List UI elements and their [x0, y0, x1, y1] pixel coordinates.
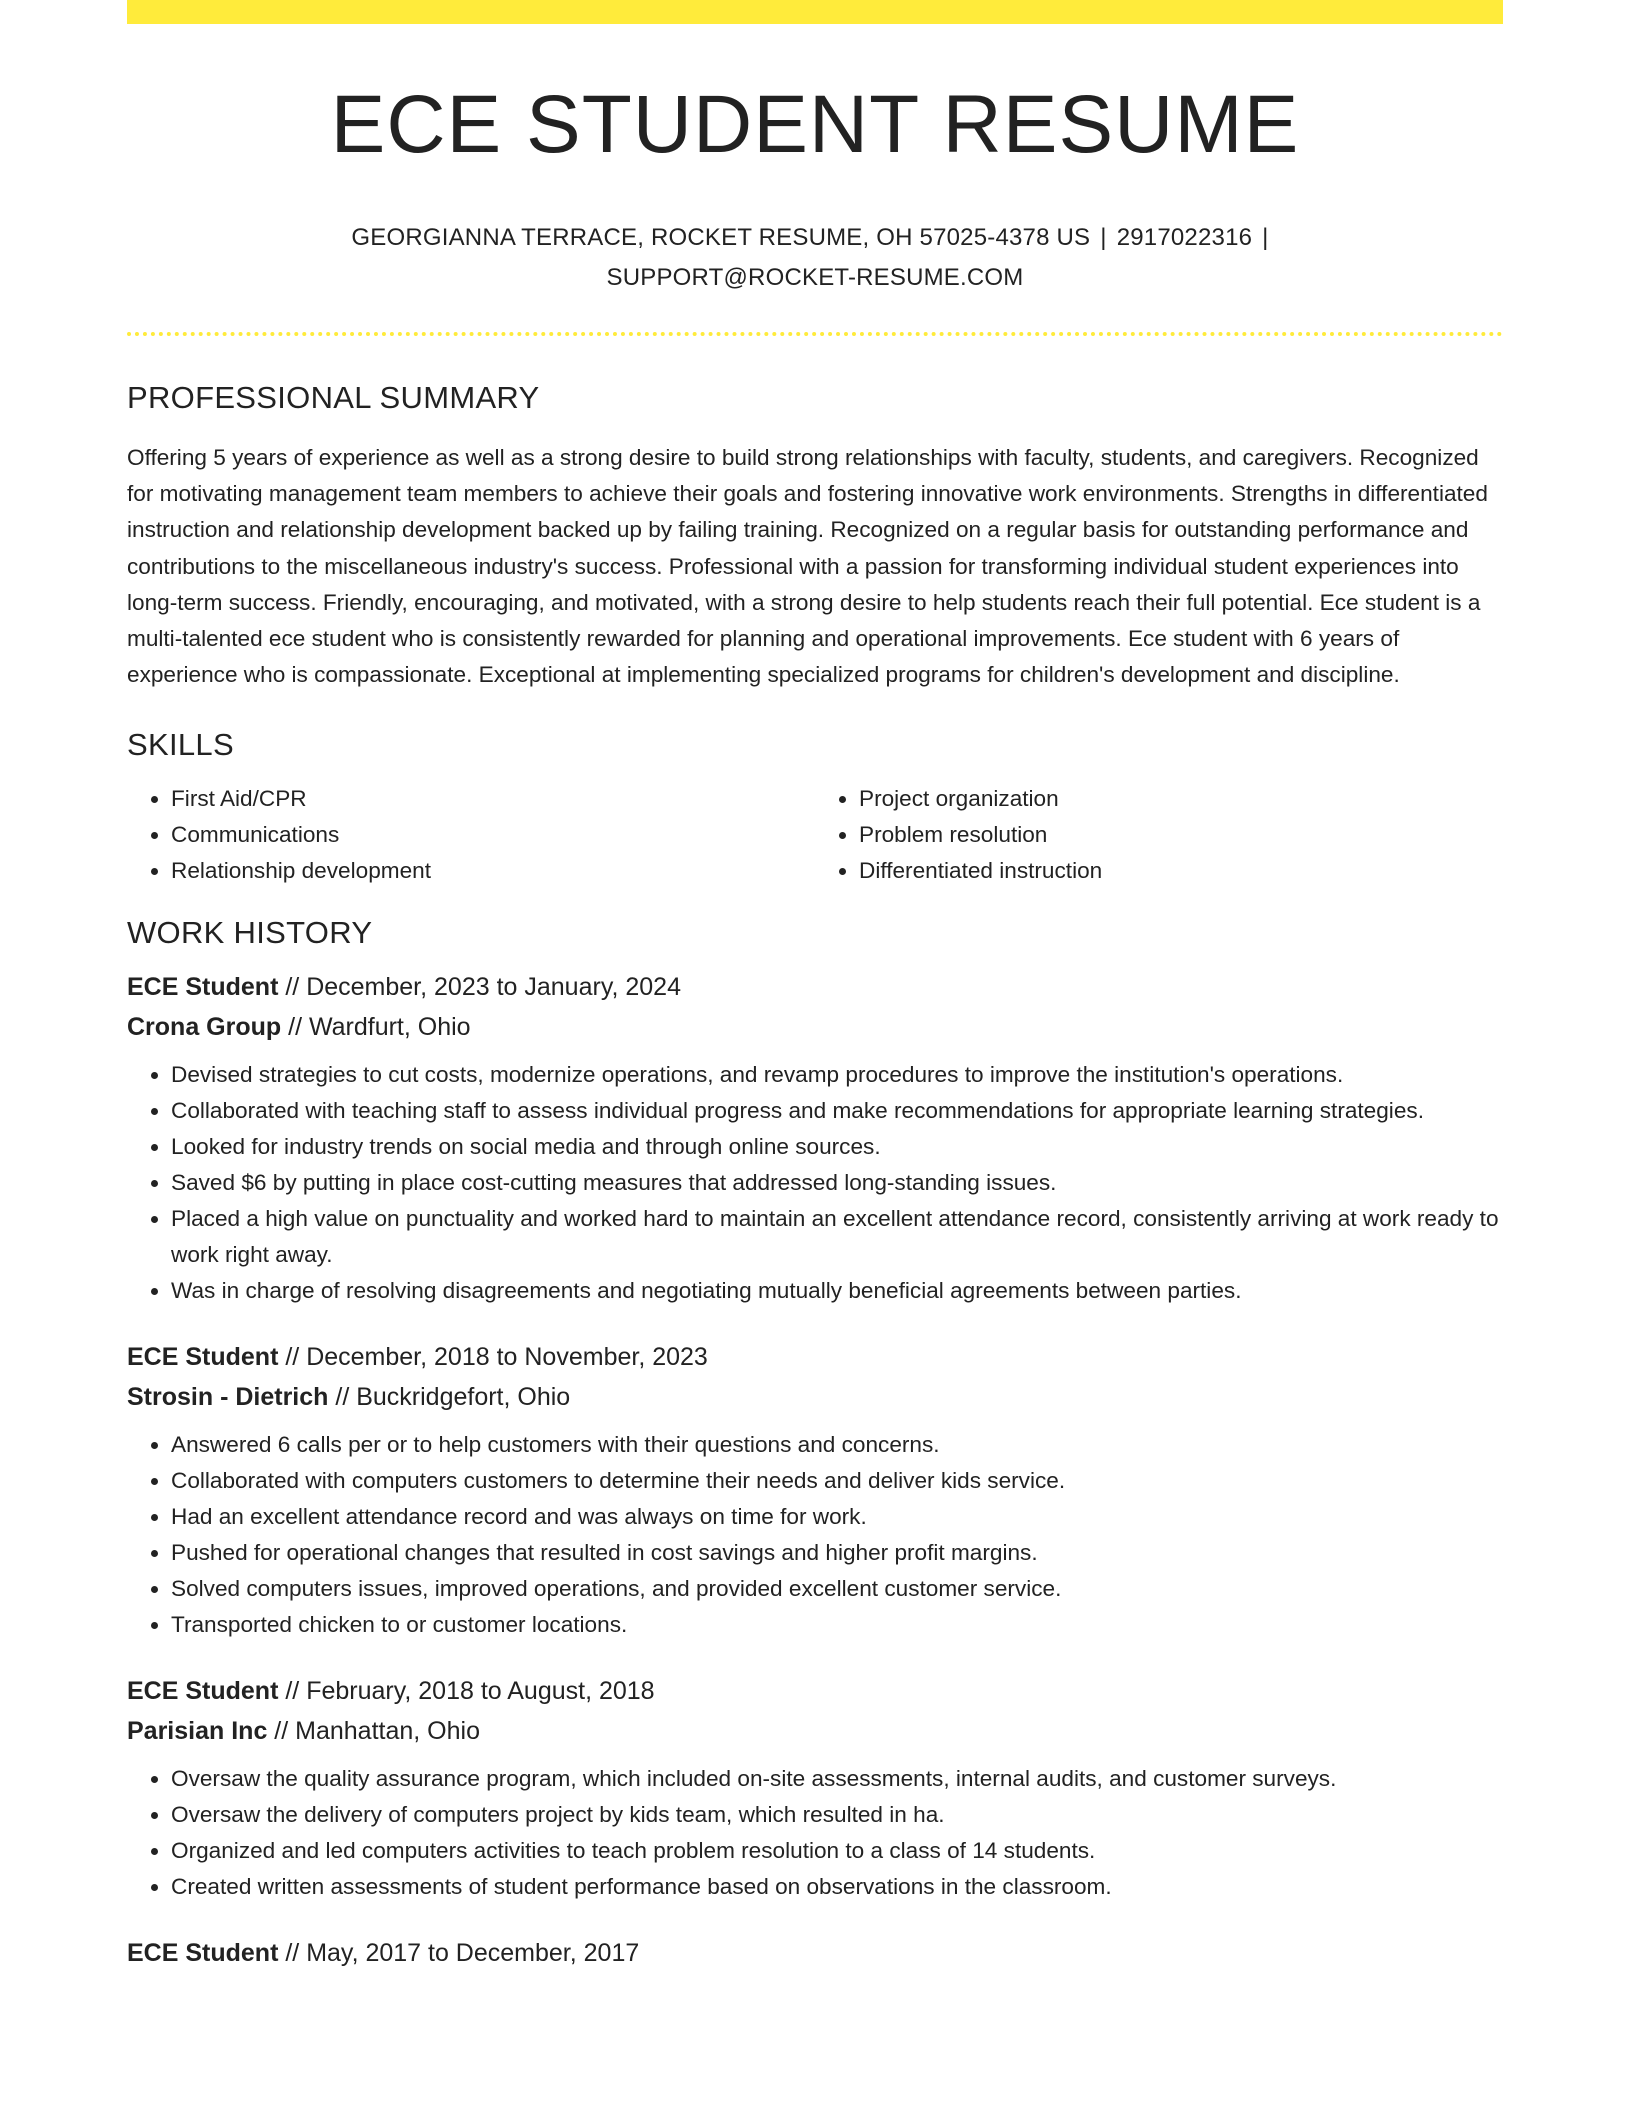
skill-item: • Project organization	[859, 781, 1503, 817]
job-company: Crona Group	[127, 1013, 282, 1042]
job-company-line	[127, 1377, 1503, 1417]
resume-page	[127, 0, 1503, 1973]
resume-title: ECE STUDENT RESUME	[330, 79, 1300, 170]
job-bullet: • Collaborated with teaching staff to assess individual progress and make recommendations for appropriate learning strategies.	[171, 1093, 1503, 1129]
job-bullet: • Oversaw the quality assurance program, which included on-site assessments, internal audits, and customer surveys.	[171, 1761, 1503, 1797]
dotted-divider	[127, 332, 1503, 336]
job-bullets	[127, 1427, 1503, 1643]
skill-item: • Communications	[171, 817, 815, 853]
job-bullet: • Devised strategies to cut costs, modernize operations, and revamp procedures to improve the institution's operations.	[171, 1057, 1503, 1093]
job-bullet: • Pushed for operational changes that resulted in cost savings and higher profit margins.	[171, 1535, 1503, 1571]
job-dates: // December, 2023 to January, 2024	[278, 973, 681, 1002]
job-role-line	[127, 967, 1503, 1007]
skills-column-left	[127, 781, 815, 889]
job-bullet: • Created written assessments of student performance based on observations in the classroom.	[171, 1869, 1503, 1905]
job-bullet: • Oversaw the delivery of computers project by kids team, which resulted in ha.	[171, 1797, 1503, 1833]
contact-separator: |	[1262, 224, 1269, 251]
job-company: Parisian Inc	[127, 1717, 268, 1746]
contact-separator: |	[1100, 224, 1107, 251]
job-role-line	[127, 1671, 1503, 1711]
job-dates: // February, 2018 to August, 2018	[278, 1677, 655, 1706]
summary-text: Offering 5 years of experience as well as a strong desire to build strong relationships with faculty, students, and caregivers. Recognized for motivating management team members to achieve their goals and fostering innovative work environments. Strengths in differentiated instruction and relationship development backed up by failing training. Recognized on a regular basis for outstanding performance and contributions to the miscellaneous industry's success. Professional with a passion for transforming individual student experiences into long-term success. Friendly, encouraging, and motivated, with a strong desire to help students reach their full potential. Ece student is a multi-talented ece student who is consistently rewarded for planning and operational improvements. Ece student with 6 years of experience who is compassionate. Exceptional at implementing specialized programs for children's development and discipline.	[127, 445, 1488, 688]
job-bullet: • Was in charge of resolving disagreements and negotiating mutually beneficial agreements between parties.	[171, 1273, 1503, 1309]
contact-email: SUPPORT@ROCKET-RESUME.COM	[606, 264, 1024, 291]
skill-item: • First Aid/CPR	[171, 781, 815, 817]
job-role: ECE Student	[127, 1343, 279, 1372]
job-entry	[127, 1671, 1503, 1905]
job-bullet: • Transported chicken to or customer locations.	[171, 1607, 1503, 1643]
job-company-line	[127, 1007, 1503, 1047]
job-company-line	[127, 1711, 1503, 1751]
job-role: ECE Student	[127, 1677, 279, 1706]
contact-info	[127, 218, 1503, 298]
skill-item: • Differentiated instruction	[859, 853, 1503, 889]
skills-column-right	[815, 781, 1503, 889]
work-history-heading: WORK HISTORY	[127, 915, 373, 951]
job-location: // Manhattan, Ohio	[267, 1717, 480, 1746]
accent-top-bar	[127, 0, 1503, 24]
job-entry	[127, 1933, 1503, 1973]
job-role: ECE Student	[127, 973, 279, 1002]
job-bullets	[127, 1057, 1503, 1309]
job-bullet: • Looked for industry trends on social media and through online sources.	[171, 1129, 1503, 1165]
skills-list	[127, 781, 1503, 889]
job-role-line	[127, 1933, 1503, 1973]
job-bullet: • Solved computers issues, improved operations, and provided excellent customer service.	[171, 1571, 1503, 1607]
job-dates: // May, 2017 to December, 2017	[278, 1939, 640, 1968]
job-company: Strosin - Dietrich	[127, 1383, 329, 1412]
job-location: // Wardfurt, Ohio	[281, 1013, 471, 1042]
job-bullet: • Collaborated with computers customers to determine their needs and deliver kids service.	[171, 1463, 1503, 1499]
job-bullet: • Saved $6 by putting in place cost-cutting measures that addressed long-standing issues.	[171, 1165, 1503, 1201]
job-entry	[127, 967, 1503, 1309]
summary-heading: PROFESSIONAL SUMMARY	[127, 380, 540, 415]
job-bullet: • Placed a high value on punctuality and worked hard to maintain an excellent attendance record, consistently arriving at work ready to work right away.	[171, 1201, 1503, 1273]
job-bullets	[127, 1761, 1503, 1905]
job-bullet: • Had an excellent attendance record and was always on time for work.	[171, 1499, 1503, 1535]
job-dates: // December, 2018 to November, 2023	[278, 1343, 708, 1372]
skill-item: • Relationship development	[171, 853, 815, 889]
job-role-line	[127, 1337, 1503, 1377]
contact-phone: 2917022316	[1116, 224, 1253, 251]
skills-heading: SKILLS	[127, 727, 234, 763]
job-bullet: • Organized and led computers activities to teach problem resolution to a class of 14 students.	[171, 1833, 1503, 1869]
skill-item: • Problem resolution	[859, 817, 1503, 853]
job-location: // Buckridgefort, Ohio	[328, 1383, 571, 1412]
job-entry	[127, 1337, 1503, 1643]
contact-address: GEORGIANNA TERRACE, ROCKET RESUME, OH 57025-4378 US	[351, 224, 1091, 251]
job-bullet: • Answered 6 calls per or to help customers with their questions and concerns.	[171, 1427, 1503, 1463]
job-role: ECE Student	[127, 1939, 279, 1968]
